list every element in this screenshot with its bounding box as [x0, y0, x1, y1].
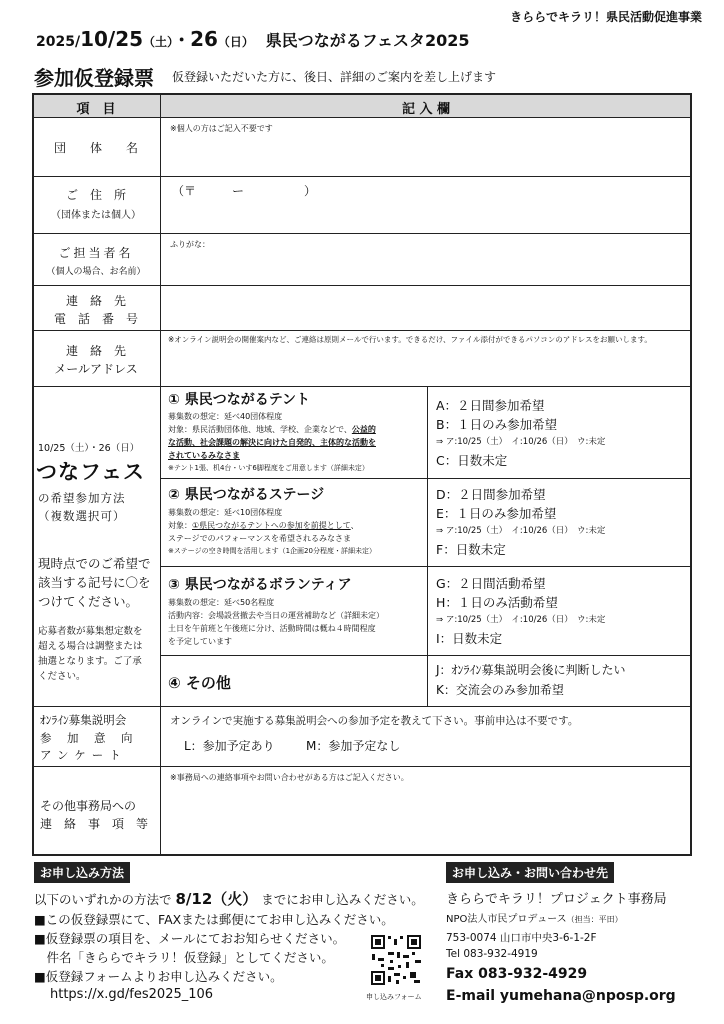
deadline: 8/12（火） [175, 890, 258, 908]
option-volunteer-line: 土日を午前班と午後班に分け、活動時間は概ね４時間程度 [168, 624, 376, 633]
date-dow1: （土） [143, 35, 174, 49]
option-stage [168, 484, 376, 557]
option-tent-capacity: 募集数の想定：延べ40団体程度 [168, 412, 283, 421]
option-volunteer-capacity: 募集数の想定：延べ50名程度 [168, 598, 275, 607]
option-tent-target [168, 423, 376, 436]
option-tent-choices [436, 396, 605, 470]
option-volunteer [168, 574, 384, 648]
label-address: ご 住 所 [65, 188, 126, 202]
row-line [160, 566, 690, 567]
apply-pre: 以下のいずれかの方法で [34, 892, 172, 907]
col-entry-header: 記 入 欄 [401, 102, 451, 117]
instruction-line: つけてください。 [38, 594, 139, 609]
row-line [34, 117, 690, 118]
email-note: ※オンライン説明会の開催案内など、ご連絡は原則メールで行います。できるだけ、ファイル添付ができるパソコンのアドレスをお願いします。 [168, 335, 652, 344]
apply-line [34, 888, 424, 909]
group-name-field[interactable] [162, 136, 688, 174]
label-group-name: 団 体 名 [53, 141, 138, 155]
option-volunteer-line: 活動内容：会場設営撤去や当日の運営補助など（詳細未定） [168, 611, 384, 620]
label-address-sub: （団体または個人） [51, 210, 141, 221]
event-date-title [36, 26, 470, 51]
row-line [34, 766, 690, 767]
label-survey-3: アンケート [40, 748, 127, 762]
other-field[interactable] [162, 786, 688, 854]
survey-option-L[interactable]: L：参加予定あり [184, 739, 275, 753]
instruction-line: 該当する記号に〇を [38, 575, 151, 590]
phone-field[interactable] [162, 287, 688, 329]
label-contact-person-sub: （個人の場合、お名前） [46, 267, 146, 277]
label-contact-person: ご担当者名 [58, 246, 134, 260]
date-day1: 10/25 [80, 27, 144, 51]
other-note: ※事務局への連絡事項やお問い合わせがある方はご記入ください。 [170, 773, 409, 782]
survey-option-M[interactable]: M：参加予定なし [306, 739, 401, 753]
contact-person-field[interactable] [162, 252, 688, 284]
choice-F[interactable]: F：日数未定 [436, 542, 506, 557]
choice-J[interactable]: J：ｵﾝﾗｲﾝ募集説明会後に判断したい [436, 663, 626, 677]
email-field[interactable] [162, 350, 688, 384]
label-other-2: 連 絡 事 項 等 [40, 817, 149, 831]
office-tel: Tel 083-932-4919 [446, 948, 538, 960]
target-text: 対象： [168, 521, 192, 530]
contact-heading: お申し込み・お問い合わせ先 [446, 862, 614, 883]
date-dow2: （日） [217, 35, 254, 49]
option-volunteer-title: ③ 県民つながるボランティア [168, 577, 352, 593]
row-line [34, 706, 690, 707]
target-text: 対象：県民活動団体他、地域、学校、企業などで、 [168, 425, 352, 434]
choice-D[interactable]: D：２日間参加希望 [436, 487, 546, 502]
target-underline: ①県民つながるテントへの参加を前提として [192, 521, 351, 530]
choice-H[interactable]: H：１日のみ活動希望 [436, 595, 558, 610]
tagline: きららでキラリ！県民活動促進事業 [510, 10, 702, 24]
office-fax: Fax 083-932-4929 [446, 966, 588, 982]
qr-code[interactable] [370, 934, 422, 986]
choice-B-dates[interactable]: ⇒ ア:10/25（土） イ:10/26（日） ウ:未定 [436, 437, 606, 447]
row-line [34, 285, 690, 286]
row-line [34, 176, 690, 177]
choice-instruction [38, 554, 151, 611]
address-field[interactable]: （〒 ー ） [172, 184, 317, 198]
method-item: ■仮登録票の項目を、メールにておお知らせください。 [34, 931, 346, 946]
option-other-choices [436, 660, 626, 700]
method-item: 件名「きららでキラリ！仮登録」としてください。 [34, 950, 334, 965]
choice-H-dates[interactable]: ⇒ ア:10/25（土） イ:10/26（日） ウ:未定 [436, 615, 606, 625]
group-note: ※個人の方はご記入不要です [170, 124, 273, 133]
target-underline: 公益的 [351, 425, 376, 434]
office-name: きららでキラリ！プロジェクト事務局 [446, 892, 667, 907]
option-tent-target-cont: されているみなさま [168, 451, 240, 460]
option-stage-title: ② 県民つながるステージ [168, 487, 325, 503]
option-stage-footnote: ※ステージの空き時間を活用します（1企画20分程度・詳細未定） [168, 547, 376, 555]
qr-caption: 申し込みフォーム [366, 993, 422, 1001]
choice-C[interactable]: C：日数未定 [436, 453, 508, 468]
office-email[interactable]: E-mail yumehana@nposp.org [446, 988, 676, 1004]
option-stage-target [168, 519, 376, 532]
label-survey-1: ｵﾝﾗｲﾝ募集説明会 [40, 713, 127, 727]
date-year: 2025/ [36, 34, 81, 50]
org-note: （担当：平田） [566, 915, 623, 924]
option-volunteer-choices [436, 574, 605, 648]
note-line: 抽選となります。ご了承 [38, 656, 142, 667]
date-sep: ・ [173, 31, 191, 51]
instruction-line: 現時点でのご希望で [38, 556, 151, 571]
survey-question: オンラインで実施する募集説明会への参加予定を教えて下さい。事前申込は不要です。 [170, 715, 579, 727]
label-phone-2: 電 話 番 号 [53, 312, 138, 326]
org-line [446, 910, 623, 925]
event-title: 県民つながるフェスタ2025 [265, 31, 470, 50]
choice-note [38, 624, 143, 684]
choice-method-line1: の希望参加方法 [38, 491, 126, 505]
option-stage-capacity: 募集数の想定：延べ10団体程度 [168, 508, 283, 517]
furigana-label: ふりがな： [170, 240, 210, 249]
col-item-header: 項 目 [76, 102, 116, 117]
choice-K[interactable]: K：交流会のみ参加希望 [436, 683, 564, 697]
office-address: 753-0074 山口市中央3-6-1-2F [446, 932, 597, 944]
choice-brand: つなフェス [36, 460, 145, 484]
option-tent-target-cont: な活動、社会課題の解決に向けた自発的、主体的な活動を [168, 438, 376, 447]
note-line: ください。 [38, 671, 86, 682]
option-other-title: ④ その他 [168, 674, 231, 692]
method-item: ■仮登録フォームよりお申し込みください。 [34, 969, 283, 984]
label-email-2: メールアドレス [54, 362, 138, 376]
option-stage-choices [436, 485, 605, 559]
choice-divider [427, 386, 428, 706]
col-divider [160, 95, 161, 855]
option-stage-target-cont: ステージでのパフォーマンスを希望されるみなさま [168, 534, 352, 543]
note-line: 応募者数が募集想定数を [38, 626, 143, 637]
row-line [34, 330, 690, 331]
choice-G[interactable]: G：２日間活動希望 [436, 576, 546, 591]
choice-I[interactable]: I：日数未定 [436, 631, 503, 646]
label-email-1: 連 絡 先 [65, 344, 126, 358]
choice-date: 10/25（土）・26（日） [38, 443, 140, 454]
note-line: 超える場合は調整または [38, 641, 143, 652]
option-tent [168, 390, 376, 474]
row-line [160, 655, 690, 656]
choice-method-line2: （複数選択可） [38, 509, 126, 523]
option-tent-footnote: ※テント1張、机4台・いす6脚程度をご用意します（詳細未定） [168, 464, 369, 472]
org-name: NPO法人市民プロデュース [446, 914, 567, 925]
label-other-1: その他事務局への [40, 799, 137, 813]
choice-B[interactable]: B：１日のみ参加希望 [436, 417, 558, 432]
method-item: ■この仮登録票にて、FAXまたは郵便にてお申し込みください。 [34, 912, 394, 927]
choice-E[interactable]: E：１日のみ参加希望 [436, 506, 557, 521]
choice-A[interactable]: A：２日間参加希望 [436, 398, 545, 413]
apply-heading: お申し込み方法 [34, 862, 130, 883]
label-phone-1: 連 絡 先 [65, 294, 126, 308]
date-day2: 26 [190, 27, 218, 51]
form-note: 仮登録いただいた方に、後日、詳細のご案内を差し上げます [172, 70, 497, 84]
option-tent-title: ① 県民つながるテント [168, 392, 311, 408]
choice-E-dates[interactable]: ⇒ ア:10/25（土） イ:10/26（日） ウ:未定 [436, 526, 606, 536]
apply-post: までにお申し込みください。 [261, 892, 424, 907]
form-title: 参加仮登録票 [34, 66, 154, 90]
row-line [34, 233, 690, 234]
form-url[interactable]: https://x.gd/fes2025_106 [50, 987, 214, 1002]
row-line [160, 478, 690, 479]
option-volunteer-line: を予定しています [168, 637, 232, 646]
row-line [34, 386, 690, 387]
target-text: 、 [350, 521, 359, 530]
apply-methods [34, 910, 394, 986]
label-survey-2: 参 加 意 向 [40, 731, 135, 745]
